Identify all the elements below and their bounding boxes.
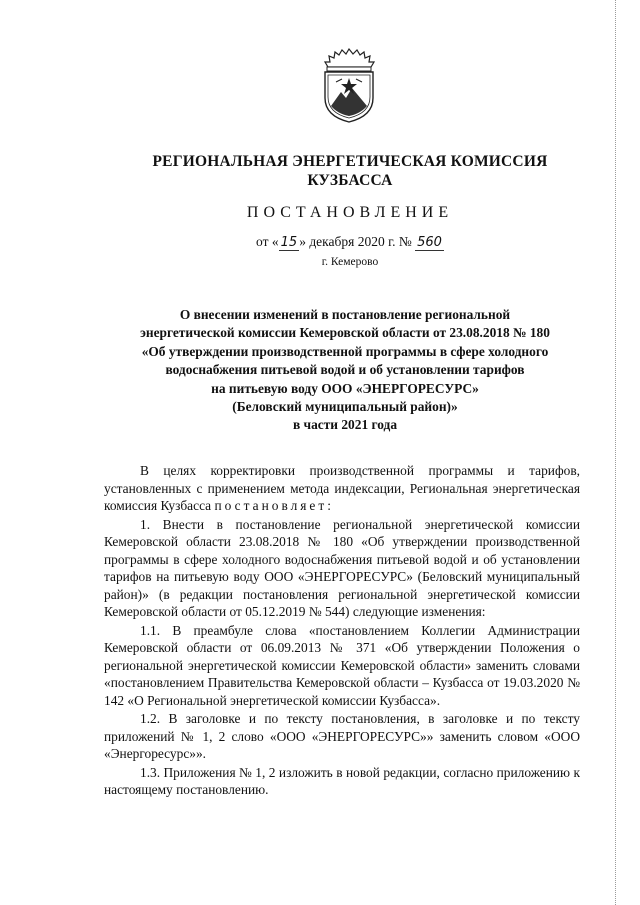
subject-line: в части 2021 года	[292, 417, 398, 433]
item-1-1-paragraph: 1.1. В преамбуле слова «постановлением Коллегии Администрации Кемеровской области от 06.09.2013 № 371 «Об утверждении Положения о региональной энергетической комиссии Кемеровской области» заменить словами «постановлением Правительства Кемеровской области – Кузбасса от 19.03.2020 № 142 «О Региональной энергетической комиссии Кузбасса».	[104, 622, 580, 708]
intro-paragraph	[104, 462, 580, 515]
intro-verb: постановляет:	[214, 498, 334, 513]
subject-line: водоснабжения питьевой водой и об установлении тарифов	[165, 362, 525, 378]
subject-line: (Беловский муниципальный район)»	[232, 399, 458, 415]
organization-name	[140, 152, 560, 190]
document-type-title: ПОСТАНОВЛЕНИЕ	[246, 204, 454, 221]
handwritten-day: 15	[280, 235, 298, 250]
date-prefix: от «	[256, 234, 279, 249]
org-line-2: КУЗБАССА	[307, 172, 393, 189]
scan-edge-line	[614, 0, 616, 905]
subject-line: «Об утверждении производственной программы в сфере холодного	[141, 343, 549, 359]
city-name: г. Кемерово	[321, 256, 379, 268]
subject-line: энергетической комиссии Кемеровской области от 23.08.2018 № 180	[140, 325, 550, 341]
item-1-2-paragraph: 1.2. В заголовке и по тексту постановления, в заголовке и по тексту приложений № 1, 2 слово «ООО «ЭНЕРГОРЕСУРС»» заменить словом «ООО «Энергоресурс»».	[104, 711, 580, 761]
subject-line: на питьевую воду ООО «ЭНЕРГОРЕСУРС»	[211, 380, 479, 396]
date-suffix: » декабря 2020 г. №	[299, 234, 412, 249]
document-subject	[120, 306, 570, 435]
coat-of-arms-emblem	[318, 46, 380, 124]
date-number-line	[200, 234, 500, 250]
org-line-1: РЕГИОНАЛЬНАЯ ЭНЕРГЕТИЧЕСКАЯ КОМИССИЯ	[152, 153, 548, 170]
item-1-paragraph: 1. Внести в постановление региональной энергетической комиссии Кемеровской области 23.08.2018 № 180 «Об утверждении производственной программы в сфере холодного водоснабжения питьевой водой и об установлении тарифов на питьевую воду ООО «ЭНЕРГОРЕСУРС» (Беловский муниципальный район)» (в редакции постановления региональной энергетической комиссии Кемеровской области от 05.12.2019 № 544) следующие изменения:	[104, 516, 580, 619]
subject-line: О внесении изменений в постановление региональной	[179, 307, 511, 322]
item-1-3-paragraph: 1.3. Приложения № 1, 2 изложить в новой редакции, согласно приложению к настоящему постановлению.	[104, 764, 580, 797]
document-body	[104, 462, 580, 800]
handwritten-number: 560	[417, 235, 442, 250]
intro-text: В целях корректировки производственной программы и тарифов, установленных с применением метода индексации, Региональная энергетическая комиссия Кузбасса	[104, 463, 580, 513]
